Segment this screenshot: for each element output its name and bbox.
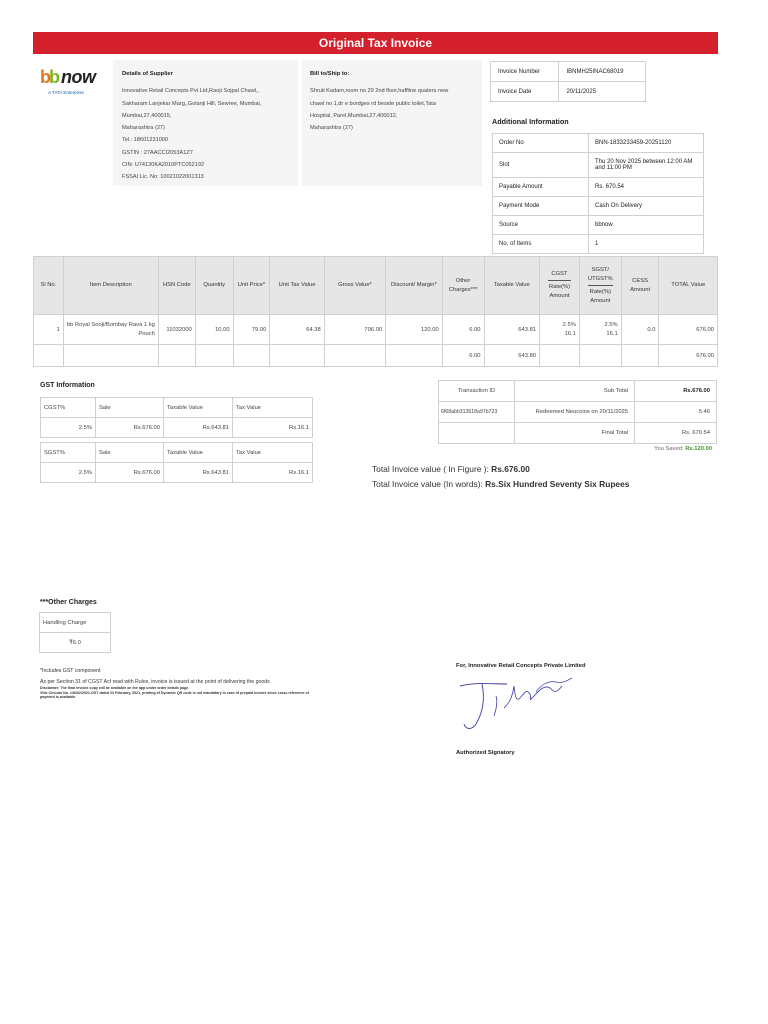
for-company: For, Innovative Retail Concepts Private Limited — [456, 663, 586, 669]
sum-other: 6.00 — [442, 345, 484, 367]
cgst-taxable: Rs.643.81 — [164, 418, 233, 438]
subtotal-label: Sub Total — [515, 381, 635, 402]
redeem-label: Redeemed Neucoins on 20/11/2025 — [515, 402, 635, 423]
items-count: 1 — [589, 235, 704, 254]
col-desc: Item Description — [63, 257, 158, 315]
billto-heading: Bill to/Ship to: — [310, 71, 350, 77]
source-label: Source — [493, 216, 589, 235]
supplier-line: FSSAI Lic. No: 10021022001313 — [122, 174, 204, 181]
cell-desc: bb Royal Sooji/Bombay Rava 1 kg Pouch — [63, 315, 158, 345]
cell-unit-tax: 64.38 — [270, 315, 324, 345]
sgst-h2: Sale — [96, 443, 164, 463]
invoice-date-label: Invoice Date — [491, 82, 559, 102]
authorized-signatory: Authorized Signatory — [456, 750, 515, 756]
billto-line: Hospital, Parel,Mumbai,27,400012, — [310, 112, 398, 119]
cgst-table — [40, 397, 313, 438]
payment-mode: Cash On Delivery — [589, 197, 704, 216]
additional-info-title: Additional Information — [492, 117, 569, 126]
total-in-figure: Total Invoice value ( In Figure ): Rs.676.00 — [372, 464, 530, 474]
billto-line: chawl no 1,dr e bordges rd beside public toilet,Tata — [310, 100, 436, 107]
order-no-label: Order No — [493, 134, 589, 153]
cell-cgst: 2.5% 16.1 — [540, 315, 580, 345]
gst-info-title: GST Information — [40, 382, 95, 389]
subtotal-table — [438, 380, 717, 444]
sgst-h4: Tax Value — [233, 443, 313, 463]
other-charges-table — [39, 612, 111, 653]
source-value: bbnow — [589, 216, 704, 235]
items-count-label: No. of Items — [493, 235, 589, 254]
order-no: BNN-1833233459-20251120 — [589, 134, 704, 153]
txn-id-label: Transaction ID — [439, 381, 515, 402]
invoice-number-label: Invoice Number — [491, 62, 559, 82]
slot-value: Thu 20 Nov 2025 between 12:00 AM and 11:00 PM — [589, 153, 704, 178]
supplier-line: Mumbai,27,400015, — [122, 112, 172, 119]
final-total-label: Final Total — [515, 423, 635, 444]
cell-other: 6.00 — [442, 315, 484, 345]
handling-charge-label: Handling Charge — [40, 613, 111, 633]
cgst-h2: Sale — [96, 398, 164, 418]
txn-id: 6f68abb313618a97b723 — [439, 402, 515, 423]
redeem-value: 5.46 — [635, 402, 717, 423]
col-other: Other Charges*** — [442, 257, 484, 315]
cell-sl: 1 — [34, 315, 64, 345]
subtotal-value: Rs.676.00 — [635, 381, 717, 402]
supplier-details — [113, 60, 298, 186]
total-in-words: Total Invoice value (In words): Rs.Six Hundred Seventy Six Rupees — [372, 479, 630, 489]
cell-sgst: 2.5% 16.1 — [579, 315, 621, 345]
bill-to-details — [302, 60, 482, 186]
sum-taxable: 643.80 — [484, 345, 539, 367]
col-sgst: SGST/ UTGST% Rate(%) Amount — [579, 257, 621, 315]
section-note: As per Section 31 of CGST Act read with Rules, invoice is issued at the point of delivering the goods — [40, 678, 270, 685]
col-discount: Discount/ Margin* — [386, 257, 443, 315]
final-total-value: Rs. 670.54 — [635, 423, 717, 444]
invoice-info-table — [490, 61, 646, 102]
invoice-banner: Original Tax Invoice — [33, 32, 718, 54]
col-cgst: CGST Rate(%) Amount — [540, 257, 580, 315]
summary-row — [34, 345, 718, 367]
cgst-rate: 2.5% — [41, 418, 96, 438]
disclaimer: Disclaimer: The final invoice copy will be available on the app under order details page. — [40, 686, 190, 690]
items-table — [33, 256, 718, 367]
additional-info-table — [492, 133, 704, 254]
sgst-h3: Taxable Value — [164, 443, 233, 463]
cell-unit-price: 79.00 — [233, 315, 270, 345]
cell-taxable: 643.81 — [484, 315, 539, 345]
cell-cess: 0.0 — [621, 315, 659, 345]
cgst-tax: Rs.16.1 — [233, 418, 313, 438]
sgst-sale: Rs.676.00 — [96, 463, 164, 483]
sgst-tax: Rs.16.1 — [233, 463, 313, 483]
sgst-taxable: Rs.643.81 — [164, 463, 233, 483]
bbnow-logo: b b now A TATA Enterprise — [40, 67, 96, 95]
cell-total: 676.00 — [659, 315, 718, 345]
col-gross: Gross Value* — [324, 257, 385, 315]
cgst-h4: Tax Value — [233, 398, 313, 418]
billto-line: Shruti Kadam,room no 29 2nd floor,haffline quaters new — [310, 88, 449, 95]
sum-total: 676.00 — [659, 345, 718, 367]
cell-hsn: 11032000 — [158, 315, 195, 345]
col-qty: Quantity — [195, 257, 233, 315]
supplier-line: Sakharam Lanjekar Marg,,Golanji Hill, Sewree, Mumbai, — [122, 100, 262, 107]
sgst-h1: SGST% — [41, 443, 96, 463]
col-taxable: Taxable Value — [484, 257, 539, 315]
payable-amount: Rs. 670.54 — [589, 178, 704, 197]
signature-image — [452, 672, 578, 738]
cell-qty: 10.00 — [195, 315, 233, 345]
supplier-line: CIN: U74130KA2010PTC052192 — [122, 162, 205, 169]
cgst-h3: Taxable Value — [164, 398, 233, 418]
gst-note: *Includes GST component — [40, 668, 101, 674]
cgst-h1: CGST% — [41, 398, 96, 418]
col-sl: Sl No. — [34, 257, 64, 315]
supplier-line: Maharashtra (27) — [122, 125, 165, 132]
payable-label: Payable Amount — [493, 178, 589, 197]
other-charges-title: ***Other Charges — [40, 599, 97, 606]
you-saved: You Saved: Rs.120.00 — [654, 446, 712, 452]
sgst-rate: 2.5% — [41, 463, 96, 483]
invoice-date: 20/11/2025 — [559, 82, 646, 102]
cell-gross: 796.00 — [324, 315, 385, 345]
supplier-line: GSTIN : 27AACCI2053A1Z7 — [122, 149, 193, 156]
circular-note: Vide Circular No. 146/02/2021-GST dated 23 February, 2021, printing of Dynamic QR code is not mandatory in case of prepaid invoice since cross reference of payment is available. — [40, 690, 309, 700]
handling-charge-value: ₹6.0 — [40, 633, 111, 653]
col-unit-tax: Unit Tax Value — [270, 257, 324, 315]
col-cess: CESS Amount — [621, 257, 659, 315]
supplier-line: Tel.: 18601231000 — [122, 137, 169, 144]
billto-line: Maharashtra (27) — [310, 125, 353, 132]
supplier-line: Innovative Retail Concepts Pvt Ltd,Raoji Sojpal Chawl,, — [122, 88, 260, 95]
sgst-table — [40, 442, 313, 483]
cell-discount: 120.00 — [386, 315, 443, 345]
slot-label: Slot — [493, 153, 589, 178]
table-row — [34, 315, 718, 345]
cgst-sale: Rs.676.00 — [96, 418, 164, 438]
supplier-heading: Details of Supplier — [122, 71, 173, 77]
col-unit-price: Unit Price* — [233, 257, 270, 315]
col-total: TOTAL Value — [659, 257, 718, 315]
payment-mode-label: Payment Mode — [493, 197, 589, 216]
invoice-number: IBNMH25INAC68019 — [559, 62, 646, 82]
invoice-notes — [40, 668, 310, 700]
col-hsn: HSN Code — [158, 257, 195, 315]
